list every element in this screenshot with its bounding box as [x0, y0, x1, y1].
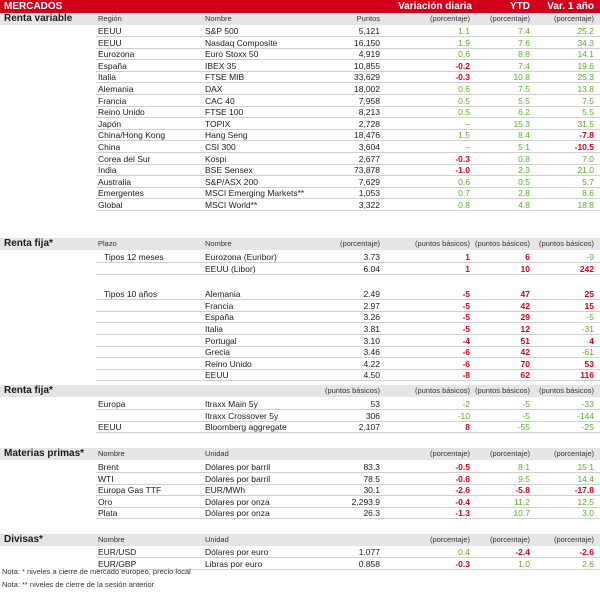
commodity-name: Plata [98, 508, 118, 519]
table-row [0, 177, 600, 188]
ytd-change: 10 [520, 263, 530, 274]
daily-change: 0.8 [458, 200, 470, 210]
ytd-change: 6 [525, 252, 530, 262]
index-name: Nasdaq Composite [205, 37, 278, 48]
points: 18,476 [354, 130, 380, 141]
daily-change: 1 [465, 263, 470, 274]
table-row [0, 301, 600, 312]
ytd-change: -5 [522, 399, 530, 409]
price: 2,293.9 [351, 496, 380, 507]
table-row [0, 497, 600, 508]
year-change: 116 [580, 370, 594, 381]
index-name: TOPIX [205, 118, 231, 129]
year-change: 15.1 [577, 462, 594, 472]
ytd-change: 2.3 [518, 165, 530, 176]
points: 3,604 [358, 142, 380, 152]
row-divider [96, 210, 600, 211]
column-header: (porcentaje) [553, 535, 594, 544]
region: EEUU [98, 37, 122, 48]
year-change: -2.6 [579, 547, 594, 557]
points: 3,322 [358, 200, 380, 210]
year-change: 25.2 [577, 26, 594, 36]
column-header: Unidad [205, 535, 229, 544]
column-header: (puntos básicos) [474, 239, 530, 248]
daily-change: 0.6 [458, 84, 470, 94]
region: España [98, 60, 127, 71]
daily-change: -0.6 [455, 473, 470, 484]
column-header: (puntos básicos) [538, 239, 594, 248]
points: 2,677 [358, 153, 380, 164]
ytd-change: 7.5 [518, 84, 530, 94]
column-header: (porcentaje) [429, 449, 470, 458]
region: Reino Unido [98, 107, 145, 118]
bond-name: España [205, 312, 234, 323]
region: Francia [98, 95, 127, 106]
rate: 0.858 [358, 558, 380, 569]
yield: 3.26 [363, 312, 380, 323]
yield: 2.49 [363, 289, 380, 300]
table-row [0, 264, 600, 275]
currency-pair: EUR/GBP [98, 558, 137, 569]
index-name: Bloomberg aggregate [205, 422, 287, 433]
row-divider [96, 380, 600, 381]
year-change: 25 [584, 289, 594, 300]
bond-name: EEUU (Libor) [205, 263, 256, 274]
points: 7,629 [358, 176, 380, 187]
year-change: -7.8 [579, 130, 594, 141]
column-header: Nombre [98, 449, 125, 458]
region: Japón [98, 118, 122, 129]
index-name: FTSE 100 [205, 107, 244, 118]
unit: Dólares por onza [205, 496, 270, 507]
daily-change: 0.5 [458, 107, 470, 118]
yield: 3.10 [363, 335, 380, 346]
yield: 4.22 [363, 358, 380, 369]
price: 26.3 [363, 508, 380, 519]
header-ytd: YTD [510, 1, 530, 12]
year-change: 21.0 [577, 165, 594, 176]
daily-change: 0.5 [458, 95, 470, 106]
unit: Dólares por barril [205, 462, 271, 472]
daily-change: -8 [462, 370, 470, 381]
ytd-change: 0.8 [518, 153, 530, 164]
price: 78.5 [363, 473, 380, 484]
daily-change: -5 [462, 289, 470, 300]
price: 30.1 [363, 485, 380, 496]
index-name: CSI 300 [205, 142, 236, 152]
daily-change: -4 [462, 335, 470, 346]
bond-name: Grecia [205, 347, 231, 358]
note-2: Nota: ** niveles de cierre de la sesión anterior [2, 580, 155, 589]
ytd-change: 0.5 [518, 176, 530, 187]
region: India [98, 165, 117, 176]
ytd-change: -5.8 [515, 485, 530, 496]
table-row [0, 370, 600, 381]
table-row [0, 411, 600, 422]
year-change: 14.1 [577, 49, 594, 60]
region: Eurozona [98, 49, 135, 60]
section-title: Materias primas* [4, 448, 85, 459]
ytd-change: 1.0 [518, 558, 530, 569]
daily-change: 0.6 [458, 49, 470, 60]
year-change: -33 [581, 399, 594, 409]
section-header [0, 13, 600, 25]
column-header: (porcentaje) [489, 449, 530, 458]
table-row [0, 142, 600, 153]
daily-change: -6 [462, 358, 470, 369]
ytd-change: 8.8 [518, 49, 530, 60]
year-change: 5.7 [582, 176, 594, 187]
yield: 3.81 [363, 324, 380, 334]
column-header: (puntos básicos) [414, 386, 470, 395]
table-row [0, 26, 600, 37]
index-name: DAX [205, 84, 223, 94]
table-row [0, 312, 600, 323]
daily-change: 1.1 [458, 26, 470, 36]
region: Europa [98, 399, 126, 409]
row-divider [96, 432, 600, 433]
index-name: FTSE MIB [205, 72, 245, 83]
column-header: (porcentaje) [339, 239, 380, 248]
region: Australia [98, 176, 132, 187]
index-name: Euro Stoxx 50 [205, 49, 259, 60]
daily-change: -10 [457, 410, 470, 421]
table-row [0, 154, 600, 165]
index-name: Kospi [205, 153, 227, 164]
region: EEUU [98, 26, 122, 36]
index-name: Hang Seng [205, 130, 248, 141]
ytd-change: 51 [520, 335, 530, 346]
daily-change: – [465, 142, 470, 152]
table-row [0, 72, 600, 83]
ytd-change: -55 [517, 422, 530, 433]
daily-change: -2 [462, 399, 470, 409]
bond-name: Alemania [205, 289, 241, 300]
unit: Dólares por barril [205, 473, 271, 484]
year-change: -144 [576, 410, 594, 421]
index-name: CAC 40 [205, 95, 235, 106]
commodity-name: Europa Gas TTF [98, 485, 162, 496]
points: 7,958 [358, 95, 380, 106]
points: 306 [365, 410, 380, 421]
points: 53 [370, 399, 380, 409]
year-change: 5.5 [582, 107, 594, 118]
ytd-change: 7.4 [518, 60, 530, 71]
section-title: Renta variable [4, 13, 73, 24]
ytd-change: 8.4 [518, 130, 530, 141]
table-row [0, 324, 600, 335]
yield: 3.73 [363, 252, 380, 262]
table-row [0, 422, 600, 433]
column-header: Región [98, 14, 122, 23]
daily-change: -0.3 [455, 153, 470, 164]
daily-change: 1.9 [458, 37, 470, 48]
ytd-change: 15.3 [513, 118, 530, 129]
points: 16,150 [354, 37, 380, 48]
price: 83.3 [363, 462, 380, 472]
column-header: Nombre [205, 14, 232, 23]
region: Emergentes [98, 188, 144, 199]
unit: Libras por euro [205, 558, 263, 569]
ytd-change: -5 [522, 410, 530, 421]
unit: Dólares por euro [205, 547, 269, 557]
daily-change: -5 [462, 300, 470, 311]
unit: Dólares por onza [205, 508, 270, 519]
column-header: (porcentaje) [553, 14, 594, 23]
table-row [0, 61, 600, 72]
header-daily: Variación diaria [398, 1, 472, 12]
ytd-change: 8.1 [518, 462, 530, 472]
ytd-change: 5.1 [518, 142, 530, 152]
points: 73,878 [354, 165, 380, 176]
commodity-name: Brent [98, 462, 119, 472]
index-name: MSCI World** [205, 200, 258, 210]
daily-change: -6 [462, 347, 470, 358]
commodity-name: Oro [98, 496, 113, 507]
index-name: Itraxx Crossover 5y [205, 410, 279, 421]
column-header: Unidad [205, 449, 229, 458]
unit: EUR/MWh [205, 485, 246, 496]
currency-pair: EUR/USD [98, 547, 137, 557]
ytd-change: 9.5 [518, 473, 530, 484]
ytd-change: 12 [520, 324, 530, 334]
table-row [0, 130, 600, 141]
column-header: (puntos básicos) [474, 386, 530, 395]
ytd-change: 5.5 [518, 95, 530, 106]
year-change: 8.6 [582, 188, 594, 199]
ytd-change: 7.6 [518, 37, 530, 48]
yield: 3.46 [363, 347, 380, 358]
column-header: (porcentaje) [429, 535, 470, 544]
daily-change: 0.6 [458, 176, 470, 187]
daily-change: 1 [465, 252, 470, 262]
region: China [98, 142, 121, 152]
table-row [0, 547, 600, 558]
daily-change: -1.0 [455, 165, 470, 176]
index-name: MSCI Emerging Markets** [205, 188, 305, 199]
table-row [0, 508, 600, 519]
column-header: (porcentaje) [553, 449, 594, 458]
term-label: Tipos 10 años [104, 289, 158, 300]
ytd-change: 2.8 [518, 188, 530, 199]
points: 8,213 [358, 107, 380, 118]
year-change: 31.5 [577, 118, 594, 129]
ytd-change: -2.4 [515, 547, 530, 557]
year-change: 14.4 [577, 473, 594, 484]
points: 1,053 [358, 188, 380, 199]
ytd-change: 11.2 [514, 496, 530, 507]
column-header: Nombre [98, 535, 125, 544]
year-change: -10.5 [574, 142, 594, 152]
column-header: Puntos [356, 14, 380, 23]
year-change: -17.8 [574, 485, 594, 496]
bond-name: EEUU [205, 370, 229, 381]
points: 2,107 [358, 422, 380, 433]
daily-change: -0.3 [455, 558, 470, 569]
daily-change: 0.7 [458, 188, 470, 199]
region: EEUU [98, 422, 122, 433]
table-row [0, 84, 600, 95]
section-header [0, 385, 600, 397]
table-row [0, 474, 600, 485]
bond-name: Eurozona (Euribor) [205, 252, 277, 262]
column-header: (porcentaje) [489, 14, 530, 23]
index-name: Itraxx Main 5y [205, 399, 258, 409]
year-change: -9 [586, 252, 594, 262]
daily-change: 8 [465, 422, 470, 433]
table-row [0, 200, 600, 211]
table-row [0, 289, 600, 300]
year-change: 7.5 [582, 95, 594, 106]
year-change: -61 [581, 347, 594, 358]
daily-change: -0.2 [455, 60, 470, 71]
ytd-change: 42 [520, 300, 530, 311]
year-change: 7.0 [582, 153, 594, 164]
points: 10,855 [354, 60, 380, 71]
region: Global [98, 200, 123, 210]
year-change: 25.3 [577, 72, 594, 83]
column-header: (porcentaje) [489, 535, 530, 544]
daily-change: -5 [462, 312, 470, 323]
yield: 2.97 [363, 300, 380, 311]
ytd-change: 70 [520, 358, 530, 369]
daily-change: -5 [462, 324, 470, 334]
daily-change: -0.5 [455, 462, 470, 472]
daily-change: 1.5 [458, 130, 470, 141]
year-change: -31 [581, 324, 594, 334]
bond-name: Reino Unido [205, 358, 252, 369]
points: 33,629 [354, 72, 380, 83]
index-name: BSE Sensex [205, 165, 253, 176]
index-name: IBEX 35 [205, 60, 237, 71]
yield: 6.04 [363, 263, 380, 274]
column-header: Plazo [98, 239, 117, 248]
table-row [0, 359, 600, 370]
commodity-name: WTI [98, 473, 114, 484]
table-row [0, 38, 600, 49]
row-divider [96, 518, 600, 519]
column-header: (puntos básicos) [414, 239, 470, 248]
year-change: 13.8 [577, 84, 594, 94]
yield: 4.50 [363, 370, 380, 381]
table-row [0, 336, 600, 347]
ytd-change: 10.8 [513, 72, 530, 83]
year-change: 19.6 [577, 60, 594, 71]
table-row [0, 165, 600, 176]
daily-change: 0.4 [458, 547, 470, 557]
section-title: Renta fija* [4, 238, 53, 249]
section-title: Renta fija* [4, 385, 53, 396]
table-row [0, 347, 600, 358]
column-header: (porcentaje) [429, 14, 470, 23]
ytd-change: 6.2 [518, 107, 530, 118]
year-change: 242 [579, 263, 594, 274]
row-divider [96, 274, 600, 275]
bond-name: Portugal [205, 335, 237, 346]
table-row [0, 252, 600, 263]
bond-name: Italia [205, 324, 223, 334]
section-header [0, 534, 600, 546]
region: Corea del Sur [98, 153, 151, 164]
year-change: 15 [584, 300, 594, 311]
table-row [0, 399, 600, 410]
year-change: 4 [589, 335, 594, 346]
column-header: (puntos básicos) [324, 386, 380, 395]
region: China/Hong Kong [98, 130, 166, 141]
year-change: 34.3 [577, 37, 594, 48]
region: Alemania [98, 84, 134, 94]
note-1: Nota: * niveles a cierre de mercado europeo, precio local [2, 567, 191, 576]
table-row [0, 462, 600, 473]
year-change: -5 [586, 312, 594, 323]
table-row [0, 188, 600, 199]
year-change: 18.8 [577, 200, 594, 210]
section-title: Divisas* [4, 534, 43, 545]
page-title: MERCADOS [4, 1, 63, 12]
title-bar [0, 0, 600, 13]
ytd-change: 4.8 [518, 200, 530, 210]
points: 2,728 [358, 118, 380, 129]
index-name: S&P 500 [205, 26, 239, 36]
year-change: 2.6 [582, 558, 594, 569]
daily-change: -1.3 [455, 508, 470, 519]
daily-change: – [465, 118, 470, 129]
daily-change: -2.6 [455, 485, 470, 496]
year-change: 3.0 [582, 508, 594, 519]
table-row [0, 49, 600, 60]
year-change: 12.5 [577, 496, 594, 507]
points: 4,919 [358, 49, 380, 60]
points: 18,002 [354, 84, 380, 94]
year-change: -25 [581, 422, 594, 433]
daily-change: -0.4 [455, 496, 470, 507]
section-header [0, 448, 600, 460]
bond-name: Francia [205, 300, 234, 311]
section-header [0, 238, 600, 250]
column-header: (puntos básicos) [538, 386, 594, 395]
header-yearly: Var. 1 año [547, 1, 594, 12]
year-change: 53 [584, 358, 594, 369]
rate: 1.077 [358, 547, 380, 557]
term-label: Tipos 12 meses [104, 252, 164, 262]
table-row [0, 485, 600, 496]
points: 5,121 [358, 26, 380, 36]
column-header: Nombre [205, 239, 232, 248]
table-row [0, 96, 600, 107]
ytd-change: 7.4 [518, 26, 530, 36]
ytd-change: 47 [520, 289, 530, 300]
region: Italia [98, 72, 116, 83]
daily-change: -0.3 [455, 72, 470, 83]
index-name: S&P/ASX 200 [205, 176, 258, 187]
table-row [0, 119, 600, 130]
ytd-change: 42 [520, 347, 530, 358]
ytd-change: 10.7 [513, 508, 530, 519]
ytd-change: 29 [520, 312, 530, 323]
table-row [0, 107, 600, 118]
ytd-change: 62 [520, 370, 530, 381]
